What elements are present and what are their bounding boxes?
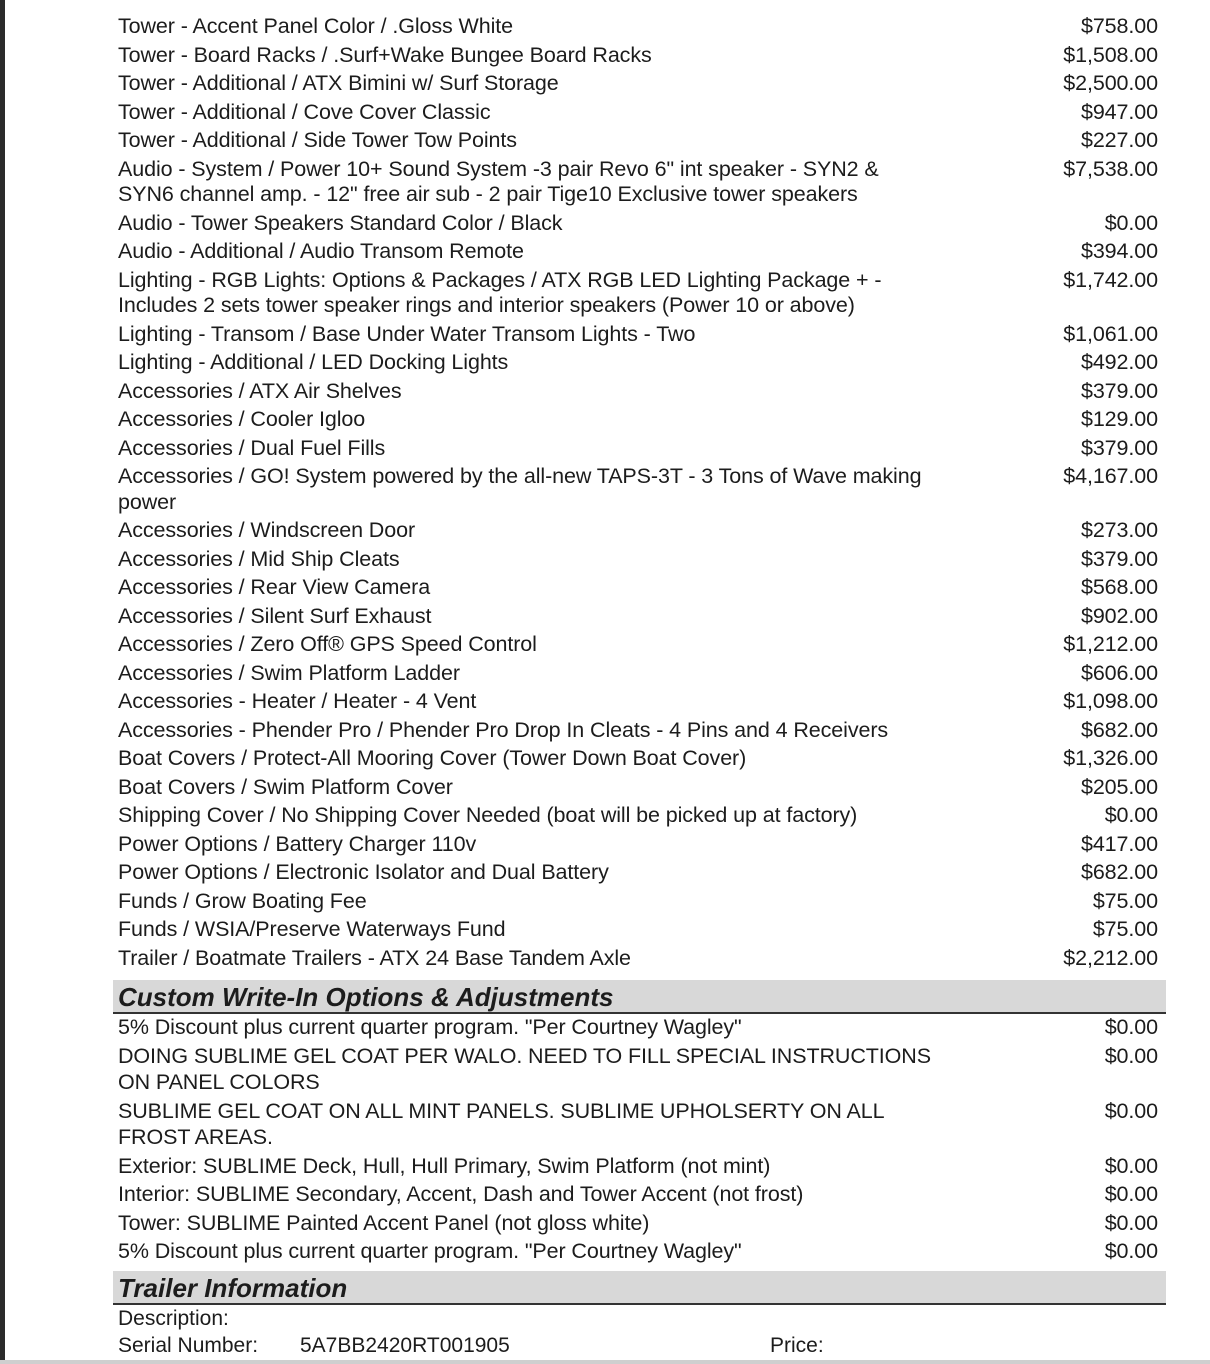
line-item [118,157,1163,211]
line-item-price: $492.00 [1080,350,1158,374]
line-item [118,1014,1163,1043]
line-item-price: $0.00 [1104,1153,1158,1178]
line-item [118,1098,1163,1153]
line-item [118,1043,1163,1098]
line-item [118,14,1163,43]
line-item-price: $379.00 [1080,378,1158,403]
line-item-price: $394.00 [1080,239,1158,263]
line-item-price: $129.00 [1080,407,1158,431]
line-item-price: $205.00 [1080,774,1158,799]
line-item [118,350,1163,379]
line-item-price: $606.00 [1080,660,1158,685]
line-item-price: $227.00 [1080,128,1158,152]
line-item-description: Tower - Additional / Side Tower Tow Points [118,128,517,152]
line-item-description: Boat Covers / Swim Platform Cover [118,774,453,799]
line-item [118,632,1163,661]
line-item-price: $1,098.00 [1063,689,1158,713]
custom-write-in-list [118,1014,1163,1267]
line-item [118,832,1163,861]
line-item-description: Tower: SUBLIME Painted Accent Panel (not gloss white) [118,1210,650,1235]
line-item-price: $379.00 [1080,546,1158,571]
line-item-description: Power Options / Battery Charger 110v [118,831,477,856]
line-item-description: Accessories / Silent Surf Exhaust [118,603,432,628]
line-item [118,268,1163,322]
line-item-description: Accessories / Dual Fuel Fills [118,435,386,460]
line-item [118,775,1163,804]
line-item [118,43,1163,72]
line-item [118,100,1163,129]
options-list [118,14,1163,974]
line-item [118,1181,1163,1210]
trailer-info [118,1305,1163,1359]
line-item-description: Trailer / Boatmate Trailers - ATX 24 Base Tandem Axle [118,945,631,970]
line-item-price: $75.00 [1092,917,1158,941]
line-item [118,379,1163,408]
line-item-description: Lighting - Additional / LED Docking Lights [118,350,509,374]
line-item-description: Audio - System / Power 10+ Sound System -3 pair Revo 6" int speaker - SYN2 & SYN6 channel amp. - 12" free air sub - 2 pair Tige10 Exclusive tower speakers [118,156,879,206]
order-document [118,14,1163,1359]
line-item-description: Accessories / Mid Ship Cleats [118,546,400,571]
line-item-price: $2,212.00 [1063,945,1158,970]
line-item-description: Tower - Additional / ATX Bimini w/ Surf Storage [118,71,559,95]
line-item-price: $1,508.00 [1063,42,1158,67]
line-item-description: Audio - Tower Speakers Standard Color / Black [118,210,563,235]
line-item [118,518,1163,547]
line-item-price: $0.00 [1104,803,1158,827]
line-item [118,1238,1163,1267]
line-item-description: Lighting - RGB Lights: Options & Packages / ATX RGB LED Lighting Package + - Includes 2 sets tower speaker rings and interior speakers (Power 10 or above) [118,267,882,317]
line-item [118,322,1163,351]
line-item [118,71,1163,100]
line-item-description: Accessories / Windscreen Door [118,518,416,542]
line-item [118,1153,1163,1182]
line-item [118,946,1163,975]
line-item-price: $75.00 [1092,888,1158,913]
line-item [118,575,1163,604]
page-bottom-edge [0,1360,1210,1364]
line-item-price: $1,326.00 [1063,746,1158,770]
line-item-description: 5% Discount plus current quarter program. "Per Courtney Wagley" [118,1239,742,1263]
line-item-description: Funds / Grow Boating Fee [118,888,367,913]
trailer-price-label: Price: [770,1333,824,1357]
line-item-price: $0.00 [1104,1239,1158,1263]
line-item-price: $0.00 [1104,210,1158,235]
line-item-price: $0.00 [1104,1015,1158,1039]
line-item-price: $682.00 [1080,717,1158,742]
line-item-price: $4,167.00 [1063,464,1158,488]
custom-section-header: Custom Write-In Options & Adjustments [113,980,1166,1014]
line-item-price: $1,061.00 [1063,321,1158,346]
trailer-description-label: Description: [118,1306,229,1330]
line-item-price: $7,538.00 [1063,156,1158,181]
line-item [118,239,1163,268]
line-item-description: Accessories / Rear View Camera [118,575,431,599]
line-item [118,803,1163,832]
line-item-price: $902.00 [1080,603,1158,628]
line-item-price: $0.00 [1104,1098,1158,1123]
line-item [118,211,1163,240]
line-item-price: $682.00 [1080,860,1158,884]
line-item [118,661,1163,690]
line-item [118,689,1163,718]
trailer-serial-label: Serial Number: [118,1333,259,1357]
line-item-description: Exterior: SUBLIME Deck, Hull, Hull Primary, Swim Platform (not mint) [118,1153,771,1178]
line-item-price: $758.00 [1080,14,1158,38]
line-item-description: Tower - Accent Panel Color / .Gloss White [118,14,513,38]
line-item-price: $0.00 [1104,1182,1158,1206]
line-item-description: Accessories / Cooler Igloo [118,407,366,431]
line-item-price: $379.00 [1080,435,1158,460]
line-item-description: SUBLIME GEL COAT ON ALL MINT PANELS. SUBLIME UPHOLSERTY ON ALL FROST AREAS. [118,1098,884,1149]
line-item [118,746,1163,775]
line-item-description: Funds / WSIA/Preserve Waterways Fund [118,917,506,941]
line-item-description: Accessories / ATX Air Shelves [118,378,402,403]
line-item [118,917,1163,946]
line-item [118,407,1163,436]
line-item-description: Accessories / Zero Off® GPS Speed Control [118,632,537,656]
line-item-description: Power Options / Electronic Isolator and Dual Battery [118,860,609,884]
line-item-description: Accessories - Heater / Heater - 4 Vent [118,689,477,713]
line-item-description: Accessories / Swim Platform Ladder [118,660,460,685]
line-item-price: $2,500.00 [1063,71,1158,95]
line-item [118,889,1163,918]
line-item-description: Boat Covers / Protect-All Mooring Cover (Tower Down Boat Cover) [118,746,747,770]
line-item-description: Accessories - Phender Pro / Phender Pro Drop In Cleats - 4 Pins and 4 Receivers [118,717,889,742]
line-item [118,464,1163,518]
line-item-price: $0.00 [1104,1043,1158,1068]
trailer-section-header: Trailer Information [113,1271,1166,1305]
line-item [118,604,1163,633]
line-item-description: Audio - Additional / Audio Transom Remote [118,239,524,263]
line-item-price: $0.00 [1104,1210,1158,1235]
line-item-description: Lighting - Transom / Base Under Water Transom Lights - Two [118,321,696,346]
trailer-serial-value: 5A7BB2420RT001905 [300,1333,510,1357]
line-item-price: $1,742.00 [1063,267,1158,292]
line-item [118,860,1163,889]
line-item-price: $568.00 [1080,575,1158,599]
line-item-price: $417.00 [1080,831,1158,856]
line-item [118,128,1163,157]
line-item [118,547,1163,576]
line-item-description: Tower - Board Racks / .Surf+Wake Bungee Board Racks [118,42,652,67]
line-item-price: $947.00 [1080,99,1158,124]
line-item-description: DOING SUBLIME GEL COAT PER WALO. NEED TO FILL SPECIAL INSTRUCTIONS ON PANEL COLORS [118,1043,931,1094]
line-item [118,718,1163,747]
line-item-description: Interior: SUBLIME Secondary, Accent, Dash and Tower Accent (not frost) [118,1182,804,1206]
line-item-description: Accessories / GO! System powered by the all-new TAPS-3T - 3 Tons of Wave making power [118,464,922,514]
line-item-price: $273.00 [1080,518,1158,542]
line-item-price: $1,212.00 [1063,632,1158,656]
line-item-description: Tower - Additional / Cove Cover Classic [118,99,491,124]
line-item-description: 5% Discount plus current quarter program. "Per Courtney Wagley" [118,1015,742,1039]
line-item [118,436,1163,465]
page-edge [0,0,5,1364]
line-item [118,1210,1163,1239]
trailer-serial-row [118,1332,1163,1359]
line-item-description: Shipping Cover / No Shipping Cover Needed (boat will be picked up at factory) [118,803,858,827]
